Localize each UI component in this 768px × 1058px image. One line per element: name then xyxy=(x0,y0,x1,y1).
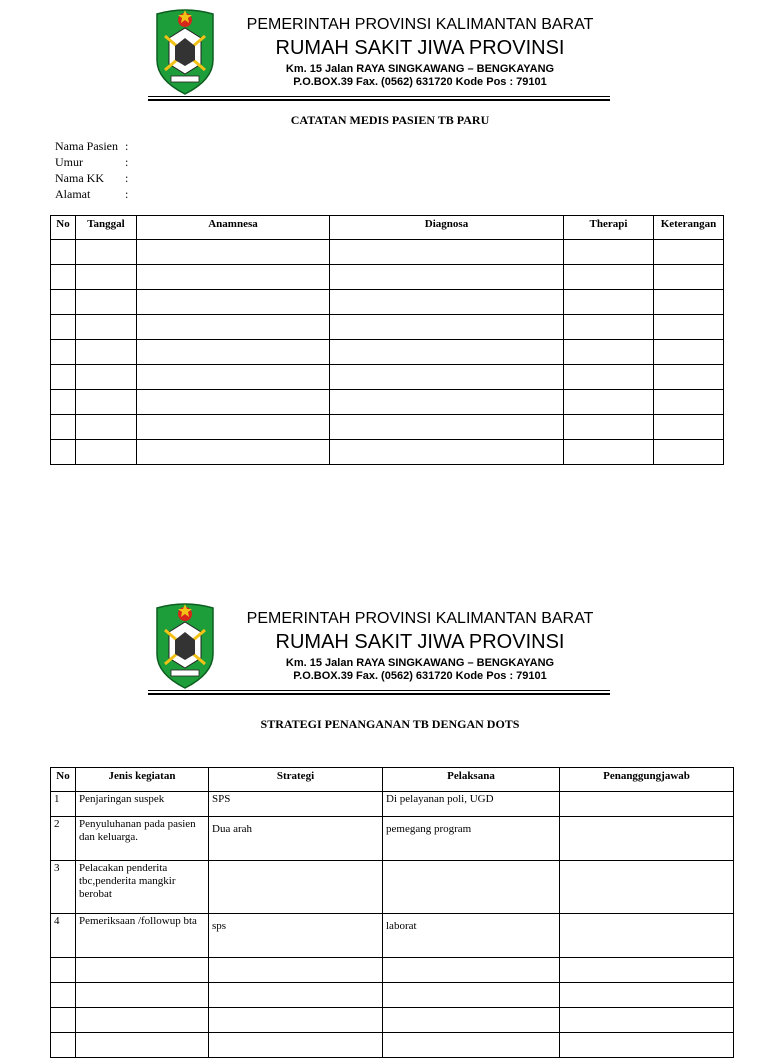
cell-kegiatan: Penyuluhanan pada pasien dan keluarga. xyxy=(76,817,209,861)
cell-kegiatan: Pemeriksaan /followup bta xyxy=(76,914,209,958)
table-cell xyxy=(564,365,654,390)
table-cell xyxy=(76,365,137,390)
table-header-row xyxy=(51,768,734,792)
header-tanggal: Tanggal xyxy=(76,216,137,240)
patient-field xyxy=(55,139,129,155)
header-diagnosa: Diagnosa xyxy=(330,216,564,240)
letterhead-rule-thick xyxy=(148,693,610,695)
field-separator: : xyxy=(125,171,129,185)
table-cell xyxy=(564,440,654,465)
page2-title: STRATEGI PENANGANAN TB DENGAN DOTS xyxy=(260,717,520,731)
cell-strategi: Dua arah xyxy=(209,817,383,861)
table-cell xyxy=(330,265,564,290)
cell-strategi xyxy=(209,958,383,983)
cell-strategi xyxy=(209,1008,383,1033)
table-cell xyxy=(76,240,137,265)
cell-pelaksana xyxy=(383,1008,560,1033)
table-row xyxy=(51,914,734,958)
table-cell xyxy=(51,315,76,340)
table-cell xyxy=(51,390,76,415)
cell-strategi xyxy=(209,861,383,914)
field-label: Umur xyxy=(55,155,83,169)
table-cell xyxy=(76,390,137,415)
table-cell xyxy=(76,415,137,440)
table-row xyxy=(51,1033,734,1058)
header-keterangan: Keterangan xyxy=(654,216,724,240)
cell-kegiatan: Penjaringan suspek xyxy=(76,792,209,817)
cell-pj xyxy=(560,1008,734,1033)
table-row xyxy=(51,265,724,290)
cell-pj xyxy=(560,792,734,817)
cell-pj xyxy=(560,817,734,861)
table-cell xyxy=(654,440,724,465)
table-cell xyxy=(564,290,654,315)
letterhead-address: Km. 15 Jalan RAYA SINGKAWANG – BENGKAYANG xyxy=(285,63,555,75)
table-row xyxy=(51,792,734,817)
table-row xyxy=(51,958,734,983)
patient-field xyxy=(55,171,129,187)
page1-title: CATATAN MEDIS PASIEN TB PARU xyxy=(290,113,490,127)
table-cell xyxy=(76,315,137,340)
letterhead-rule-thick xyxy=(148,99,610,101)
cell-kegiatan xyxy=(76,1033,209,1058)
letterhead-address: Km. 15 Jalan RAYA SINGKAWANG – BENGKAYANG xyxy=(285,657,555,669)
cell-pj xyxy=(560,983,734,1008)
field-separator: : xyxy=(125,187,129,201)
table-cell xyxy=(654,415,724,440)
table-cell xyxy=(137,265,330,290)
table-cell xyxy=(137,365,330,390)
header-strategi: Strategi xyxy=(209,768,383,792)
header-penanggungjawab: Penanggungjawab xyxy=(560,768,734,792)
table-cell xyxy=(564,265,654,290)
cell-no xyxy=(51,983,76,1008)
table-cell xyxy=(654,340,724,365)
cell-no xyxy=(51,958,76,983)
table-row xyxy=(51,983,734,1008)
table-cell xyxy=(76,290,137,315)
cell-no: 2 xyxy=(51,817,76,861)
header-no: No xyxy=(51,768,76,792)
table-row xyxy=(51,817,734,861)
table-cell xyxy=(51,365,76,390)
table-cell xyxy=(564,315,654,340)
patient-field xyxy=(55,187,129,203)
header-no: No xyxy=(51,216,76,240)
table-cell xyxy=(137,240,330,265)
letterhead-rule xyxy=(148,96,610,97)
field-label: Nama Pasien xyxy=(55,139,118,153)
cell-pj xyxy=(560,861,734,914)
letterhead-hospital-name: RUMAH SAKIT JIWA PROVINSI xyxy=(275,631,565,653)
table-cell xyxy=(564,415,654,440)
field-label: Nama KK xyxy=(55,171,104,185)
field-separator: : xyxy=(125,155,129,169)
cell-pj xyxy=(560,958,734,983)
table-row xyxy=(51,390,724,415)
table-cell xyxy=(654,290,724,315)
table-cell xyxy=(76,265,137,290)
table-cell xyxy=(654,240,724,265)
table-cell xyxy=(137,440,330,465)
table-cell xyxy=(330,315,564,340)
cell-no: 4 xyxy=(51,914,76,958)
table-cell xyxy=(51,240,76,265)
table-cell xyxy=(330,415,564,440)
patient-field xyxy=(55,155,129,171)
letterhead-second xyxy=(0,594,768,694)
table-cell xyxy=(330,290,564,315)
letterhead-postal: P.O.BOX.39 Fax. (0562) 631720 Kode Pos : 79101 xyxy=(293,76,547,88)
table-cell xyxy=(564,240,654,265)
table-row xyxy=(51,861,734,914)
table-row xyxy=(51,1008,734,1033)
table-cell xyxy=(654,265,724,290)
table-cell xyxy=(76,440,137,465)
cell-pelaksana: laborat xyxy=(383,914,560,958)
table-row xyxy=(51,365,724,390)
table-cell xyxy=(654,390,724,415)
table-cell xyxy=(330,240,564,265)
letterhead-rule xyxy=(148,690,610,691)
cell-pelaksana xyxy=(383,1033,560,1058)
cell-strategi xyxy=(209,1033,383,1058)
table-row xyxy=(51,290,724,315)
table-row xyxy=(51,315,724,340)
header-anamnesa: Anamnesa xyxy=(137,216,330,240)
letterhead-line1: PEMERINTAH PROVINSI KALIMANTAN BARAT xyxy=(246,16,594,33)
cell-kegiatan: Pelacakan penderita tbc,penderita mangkir berobat xyxy=(76,861,209,914)
cell-pelaksana: pemegang program xyxy=(383,817,560,861)
field-separator: : xyxy=(125,139,129,153)
cell-no: 3 xyxy=(51,861,76,914)
table-cell xyxy=(330,365,564,390)
table-cell xyxy=(564,390,654,415)
table-cell xyxy=(51,440,76,465)
cell-no xyxy=(51,1033,76,1058)
table-cell xyxy=(137,340,330,365)
table-cell xyxy=(330,390,564,415)
table-cell xyxy=(654,315,724,340)
cell-kegiatan xyxy=(76,1008,209,1033)
header-therapi: Therapi xyxy=(564,216,654,240)
cell-strategi: sps xyxy=(209,914,383,958)
letterhead-line1: PEMERINTAH PROVINSI KALIMANTAN BARAT xyxy=(246,610,594,627)
table-row xyxy=(51,240,724,265)
table-cell xyxy=(51,265,76,290)
medical-record-table xyxy=(50,215,724,465)
cell-pelaksana: Di pelayanan poli, UGD xyxy=(383,792,560,817)
cell-no: 1 xyxy=(51,792,76,817)
table-cell xyxy=(137,315,330,340)
medical-record-body xyxy=(51,240,724,465)
cell-no xyxy=(51,1008,76,1033)
table-cell xyxy=(51,290,76,315)
province-emblem-logo xyxy=(153,8,217,96)
cell-pelaksana xyxy=(383,958,560,983)
table-cell xyxy=(76,340,137,365)
cell-pj xyxy=(560,1033,734,1058)
table-cell xyxy=(51,340,76,365)
province-emblem-logo xyxy=(153,602,217,690)
table-row xyxy=(51,340,724,365)
table-cell xyxy=(330,340,564,365)
header-jenis-kegiatan: Jenis kegiatan xyxy=(76,768,209,792)
field-label: Alamat xyxy=(55,187,91,201)
table-cell xyxy=(654,365,724,390)
cell-strategi: SPS xyxy=(209,792,383,817)
cell-strategi xyxy=(209,983,383,1008)
letterhead-top xyxy=(0,0,768,100)
table-cell xyxy=(330,440,564,465)
cell-kegiatan xyxy=(76,983,209,1008)
letterhead-postal: P.O.BOX.39 Fax. (0562) 631720 Kode Pos : 79101 xyxy=(293,670,547,682)
table-cell xyxy=(137,415,330,440)
table-row xyxy=(51,415,724,440)
cell-pelaksana xyxy=(383,861,560,914)
table-cell xyxy=(51,415,76,440)
table-cell xyxy=(564,340,654,365)
table-cell xyxy=(137,390,330,415)
table-header-row xyxy=(51,216,724,240)
cell-kegiatan xyxy=(76,958,209,983)
letterhead-hospital-name: RUMAH SAKIT JIWA PROVINSI xyxy=(275,37,565,59)
dots-strategy-body xyxy=(51,792,734,1058)
cell-pj xyxy=(560,914,734,958)
header-pelaksana: Pelaksana xyxy=(383,768,560,792)
patient-info xyxy=(55,139,129,203)
cell-pelaksana xyxy=(383,983,560,1008)
table-cell xyxy=(137,290,330,315)
dots-strategy-table xyxy=(50,767,734,1058)
table-row xyxy=(51,440,724,465)
